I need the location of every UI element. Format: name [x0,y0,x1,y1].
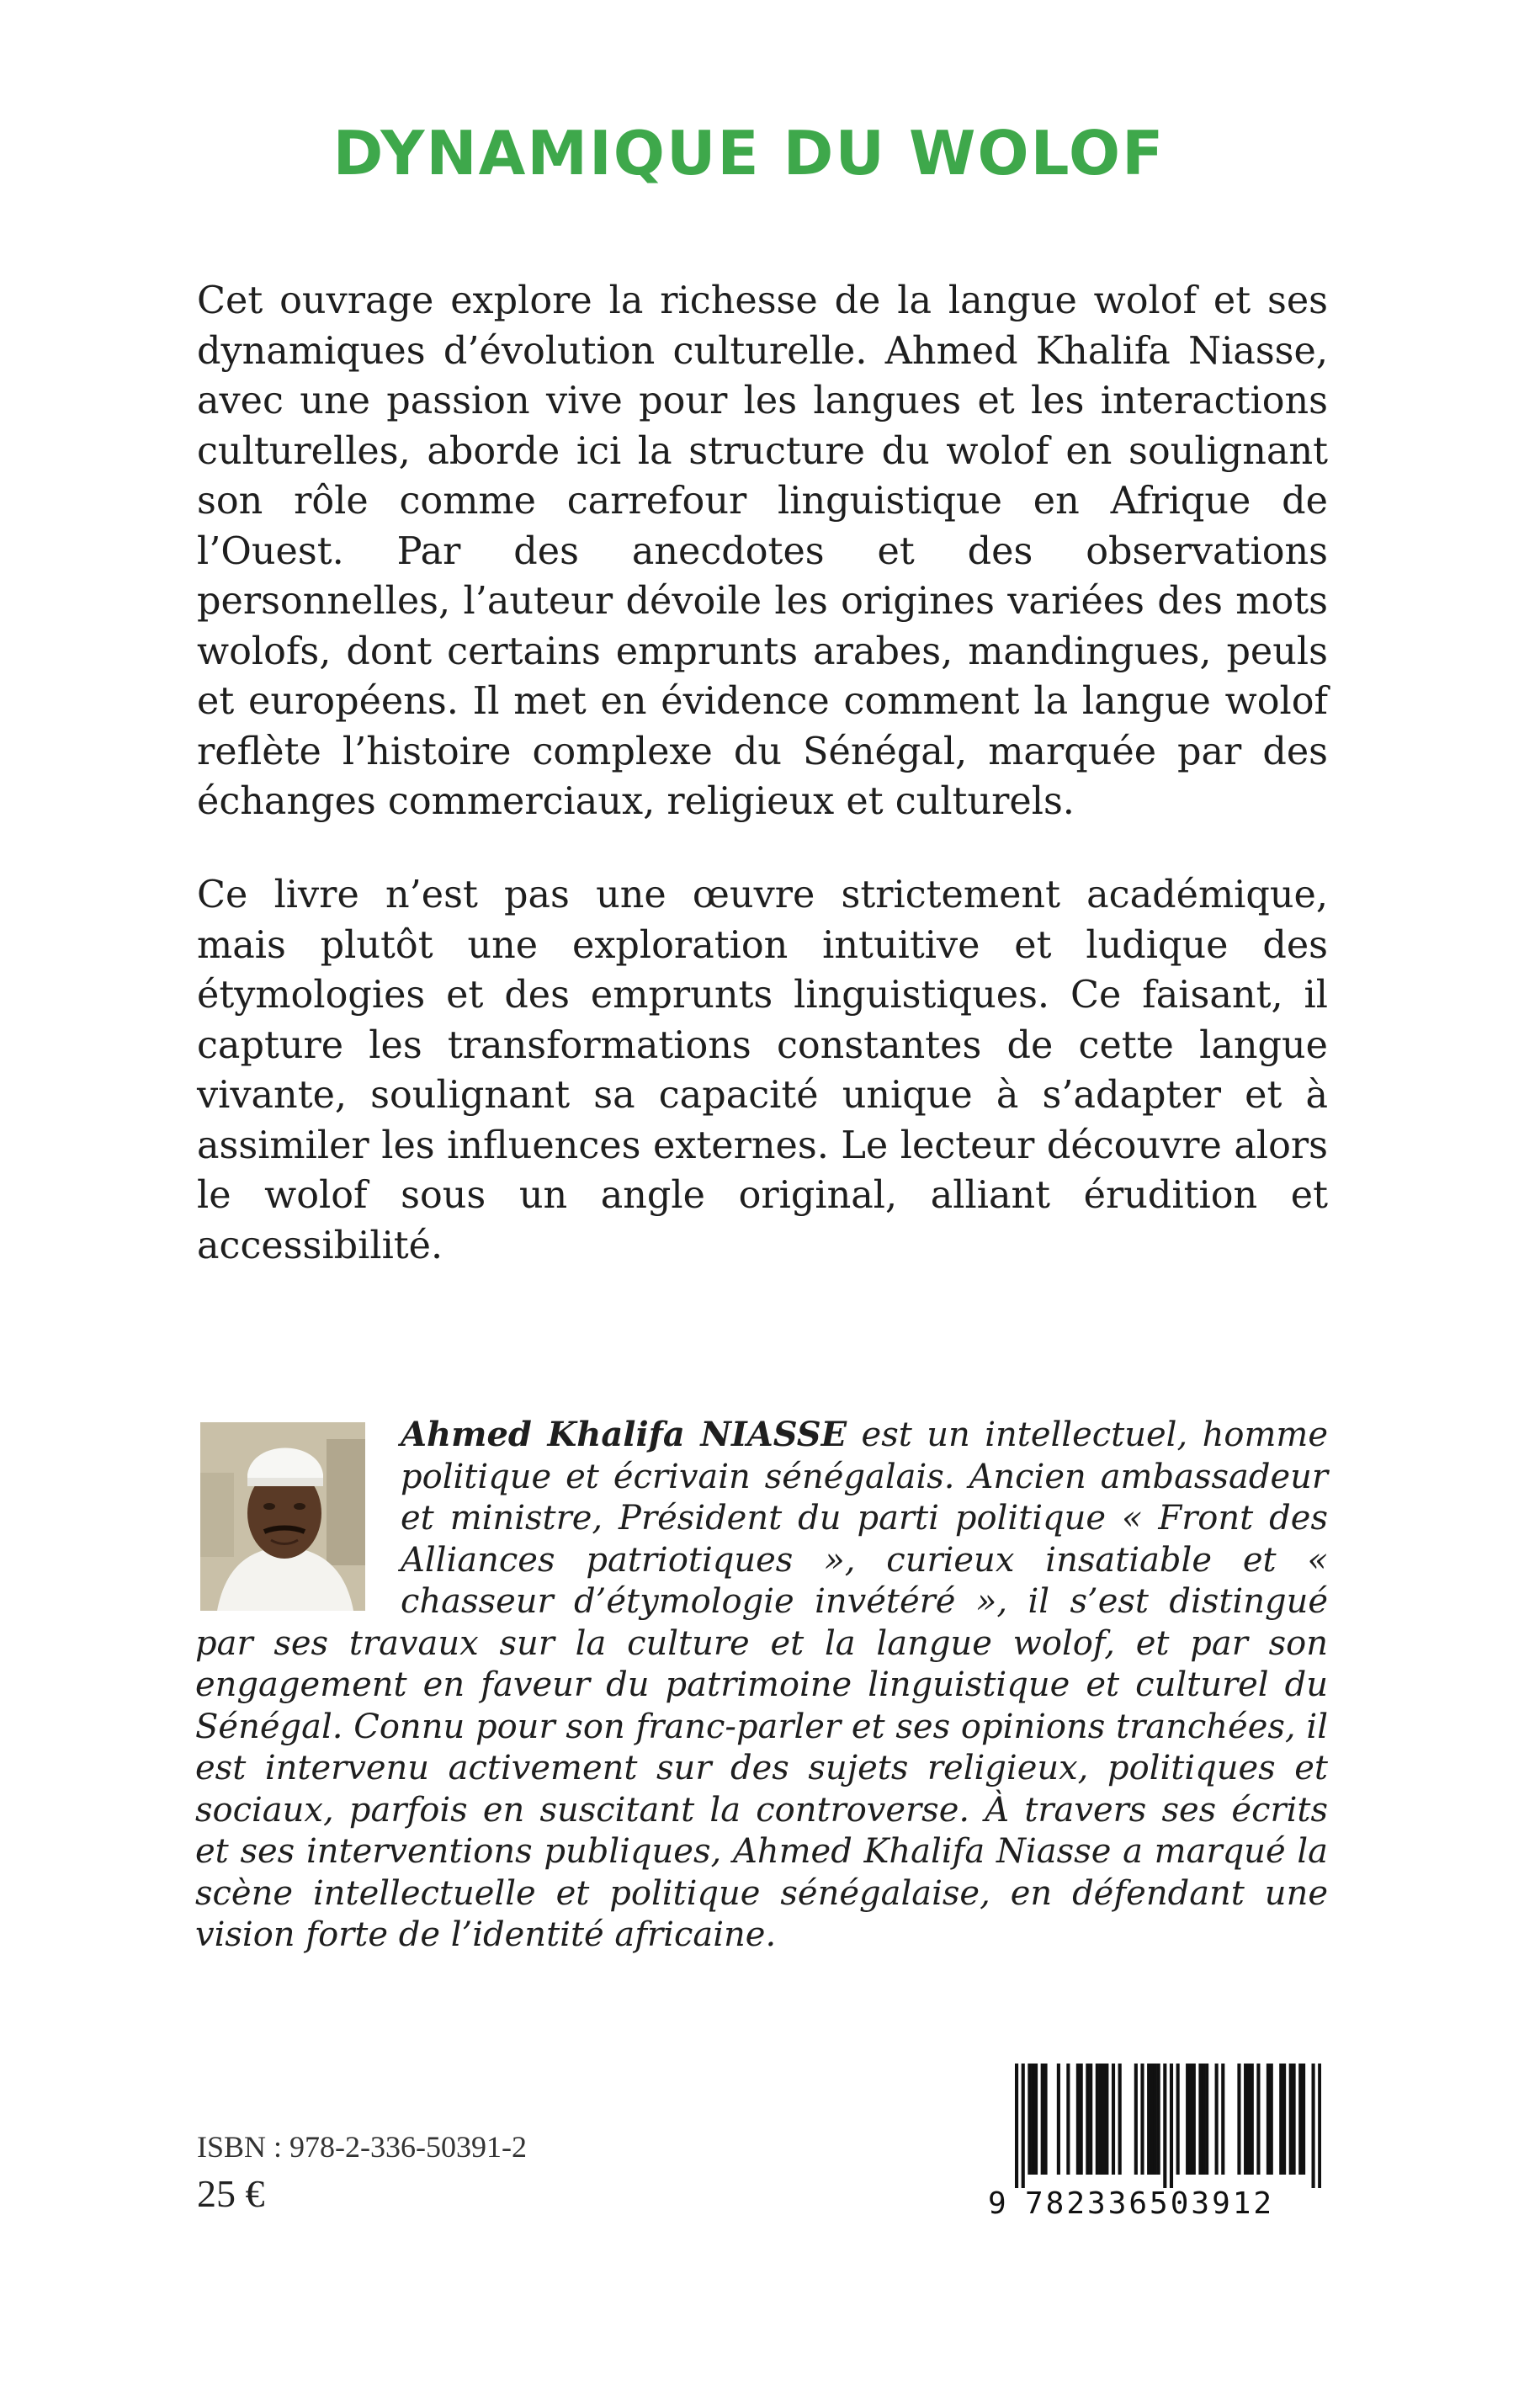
barcode-bar [1302,2064,1305,2175]
barcode-bar [1076,2064,1080,2175]
barcode-bar [1028,2064,1031,2175]
barcode-bar [1057,2064,1060,2175]
barcode-bar [1215,2064,1219,2175]
barcode-bar [1318,2064,1321,2188]
barcode-bar [1244,2064,1247,2175]
barcode-bar [1150,2064,1154,2175]
barcode-bar [1034,2064,1038,2175]
barcode-bar [1112,2064,1115,2175]
book-title: DYNAMIQUE DU WOLOF [332,118,1166,189]
barcode-bar [1312,2064,1315,2188]
barcode-bar [1298,2064,1302,2175]
barcode-bar [1247,2064,1251,2175]
summary-paragraph-1: Cet ouvrage explore la richesse de la langue wolof et ses dynamiques d’évolution culturelle. Ahmed Khalifa Niasse, avec une passion vive pour les langues et les interactions culturelles, aborde ici la structure du wolof en soulignant son rôle comme carrefour linguistique en Afrique de l’Ouest. Par des anecdotes et des observations personnelles, l’auteur dévoile les origines variées des mots wolofs, dont certains emprunts arabes, mandingues, peuls et européens. Il met en évidence comment la langue wolof reflète l’histoire complexe du Sénégal, marquée par des échanges commerciaux, religieux et culturels. [197,279,1328,823]
barcode-bar [1189,2064,1192,2175]
barcode-bar [1289,2064,1293,2175]
barcode-bar [1237,2064,1240,2175]
barcode-bar [1015,2064,1018,2188]
barcode-bar [1198,2064,1202,2175]
barcode-bar [1041,2064,1044,2175]
barcode-bar [1251,2064,1254,2175]
barcode-bar [1270,2064,1273,2175]
barcode-bar [1186,2064,1189,2175]
barcode-bar [1089,2064,1092,2175]
barcode-bar [1102,2064,1105,2175]
barcode-bar [1282,2064,1286,2175]
barcode-bar [1080,2064,1083,2175]
barcode-digits: 782336503912 [1025,2186,1275,2221]
barcode [981,2058,1330,2227]
barcode-bar [1176,2064,1180,2175]
barcode-bar [1096,2064,1099,2175]
barcode-bar [1293,2064,1296,2175]
barcode-bar [1221,2064,1224,2175]
barcode-bar [1163,2064,1166,2188]
barcode-bar [1140,2064,1144,2175]
author-biography [195,1414,1328,1957]
barcode-bar [1256,2064,1260,2175]
barcode-bar [1279,2064,1282,2175]
barcode-bar [1154,2064,1157,2175]
barcode-bar [1099,2064,1102,2175]
barcode-bar [1066,2064,1070,2175]
barcode-bar [1118,2064,1122,2175]
barcode-bar [1086,2064,1089,2175]
barcode-bar [1267,2064,1270,2175]
barcode-first-digit: 9 [988,2186,1006,2221]
barcode-bar [1105,2064,1108,2175]
author-name: Ahmed Khalifa NIASSE [401,1415,847,1454]
barcode-bar [1202,2064,1205,2175]
price: 25 € [197,2172,265,2215]
author-bio-text: est un intellectuel, homme politique et écrivain sénégalais. Ancien ambassadeur et ministre, Président du parti politique « Front des Alliances patriotiques », curieux insatiable et « chasseur d’étymologie invétéré », il s’est distingué par ses travaux sur la culture et la langue wolof, et par son engagement en faveur du patrimoine linguistique et culturel du Sénégal. Connu pour son franc-parler et ses opinions tranchées, il est intervenu activement sur des sujets religieux, politiques et sociaux, parfois en suscitant la controverse. À travers ses écrits et ses interventions publiques, Ahmed Khalifa Niasse a marqué la scène intellectuelle et politique sénégalaise, en défendant une vision forte de l’identité africaine. [195,1416,1328,1954]
barcode-bar [1134,2064,1138,2175]
isbn: ISBN : 978-2-336-50391-2 [197,2130,527,2164]
barcode-bar [1043,2064,1047,2175]
barcode-bar [1022,2064,1025,2188]
barcode-bar [1170,2064,1173,2188]
barcode-bar [1192,2064,1196,2175]
barcode-bar [1205,2064,1208,2175]
barcode-bar [1157,2064,1160,2175]
barcode-bar [1031,2064,1034,2175]
barcode-bars [1015,2064,1321,2188]
summary-paragraph-2: Ce livre n’est pas une œuvre strictement académique, mais plutôt une exploration intuitive et ludique des étymologies et des emprunts linguistiques. Ce faisant, il capture les transformations constantes de cette langue vivante, soulignant sa capacité unique à s’adapter et à assimiler les influences externes. Le lecteur découvre alors le wolof sous un angle original, alliant érudition et accessibilité. [197,874,1328,1267]
barcode-bar [1147,2064,1150,2175]
